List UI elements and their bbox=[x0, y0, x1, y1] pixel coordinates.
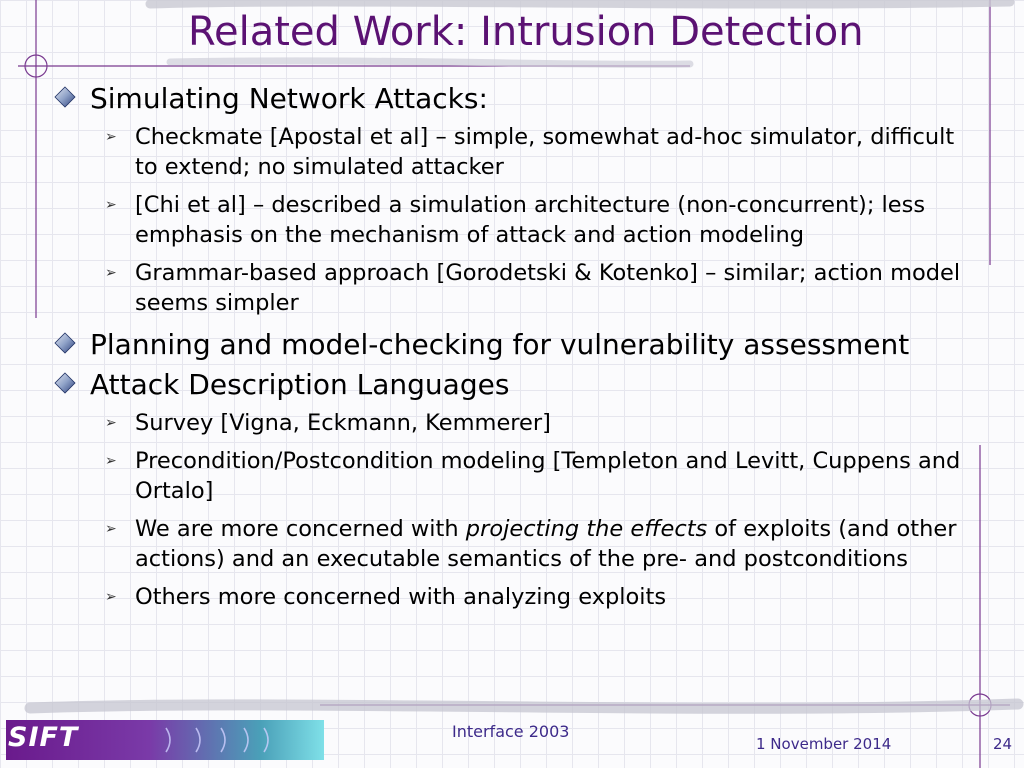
bullet-text: Simulating Network Attacks: bbox=[90, 82, 488, 115]
bullet-item bbox=[52, 82, 982, 116]
arrow-bullet-icon: ➢ bbox=[105, 589, 117, 605]
sub-bullet-item bbox=[105, 446, 982, 506]
diamond-bullet-icon bbox=[54, 332, 76, 354]
sub-bullet-text: Precondition/Postcondition modeling [Templeton and Levitt, Cuppens and Ortalo] bbox=[135, 448, 961, 504]
sub-bullet-item bbox=[105, 122, 982, 182]
sub-bullet-text: Grammar-based approach [Gorodetski & Kotenko] – similar; action model seems simpler bbox=[135, 260, 961, 316]
diamond-bullet-icon bbox=[54, 372, 76, 394]
sub-bullet-item bbox=[105, 190, 982, 250]
footer-date: 1 November 2014 bbox=[756, 735, 892, 753]
footer-conference: Interface 2003 bbox=[452, 722, 570, 741]
sub-bullet-text-emphasis: projecting the effects bbox=[465, 516, 708, 542]
sub-bullet-text: Others more concerned with analyzing exploits bbox=[135, 584, 667, 610]
slide-title: Related Work: Intrusion Detection bbox=[188, 9, 864, 55]
arrow-bullet-icon: ➢ bbox=[105, 197, 117, 213]
sub-bullet-item bbox=[105, 514, 982, 574]
arrow-bullet-icon: ➢ bbox=[105, 453, 117, 469]
arrow-bullet-icon: ➢ bbox=[105, 129, 117, 145]
bullet-list bbox=[52, 82, 982, 620]
sub-bullet-text: Checkmate [Apostal et al] – simple, somewhat ad-hoc simulator, difficult to extend; no simulated attacker bbox=[135, 124, 955, 180]
bullet-text: Planning and model-checking for vulnerability assessment bbox=[90, 328, 910, 361]
diamond-bullet-icon bbox=[54, 86, 76, 108]
sub-bullet-text-after: of exploits (and other actions) and an executable semantics of the pre- and postconditions bbox=[135, 516, 957, 572]
sub-bullet-item bbox=[105, 582, 982, 612]
bullet-item bbox=[52, 328, 982, 362]
sub-bullet-text: Survey [Vigna, Eckmann, Kemmerer] bbox=[135, 410, 551, 436]
arrow-bullet-icon: ➢ bbox=[105, 521, 117, 537]
bullet-text: Attack Description Languages bbox=[90, 368, 510, 401]
arrow-bullet-icon: ➢ bbox=[105, 415, 117, 431]
sub-bullet-text: [Chi et al] – described a simulation architecture (non-concurrent); less emphasis on the mechanism of attack and action modeling bbox=[135, 192, 926, 248]
logo-text: SIFT bbox=[8, 722, 79, 753]
sub-bullet-item bbox=[105, 258, 982, 318]
arrow-bullet-icon: ➢ bbox=[105, 265, 117, 281]
sub-bullet-text-before: We are more concerned with bbox=[135, 516, 466, 542]
sub-bullet-item bbox=[105, 408, 982, 438]
bullet-item bbox=[52, 368, 982, 402]
page-number: 24 bbox=[993, 735, 1013, 753]
